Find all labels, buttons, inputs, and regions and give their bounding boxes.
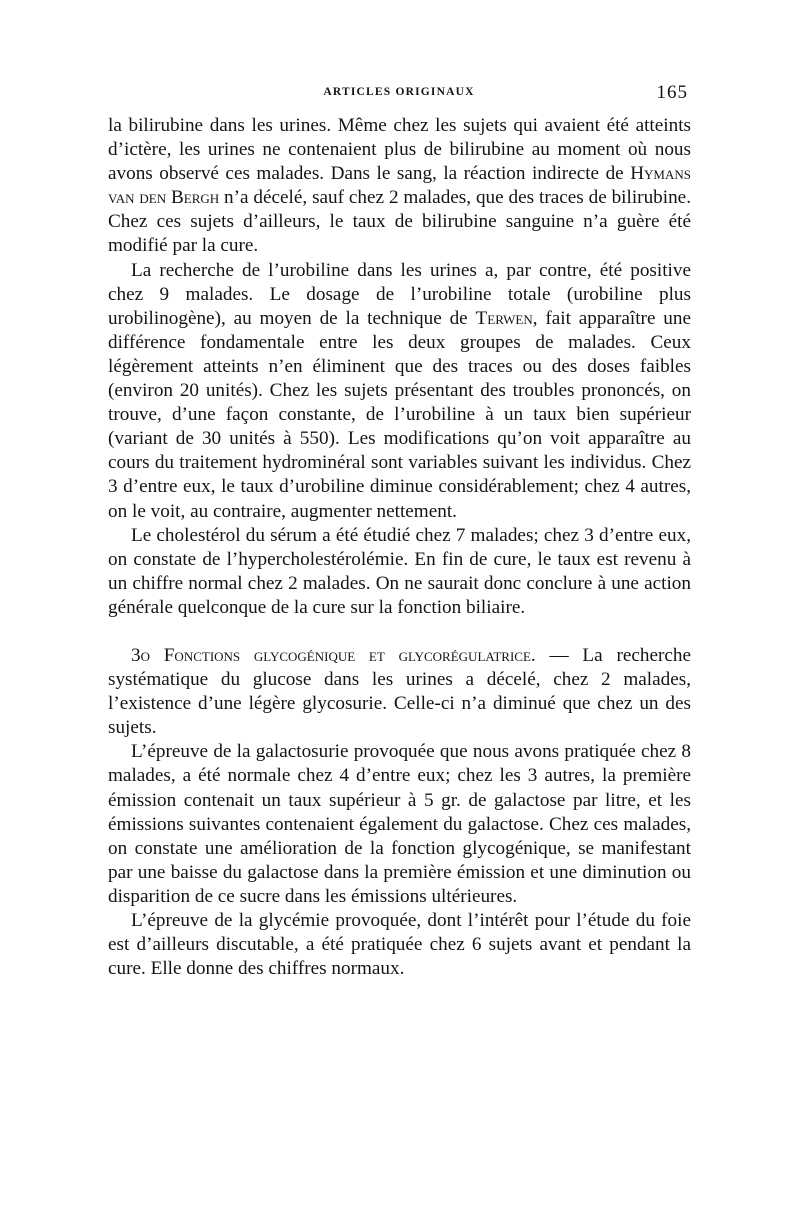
author-terwen: Terwen [475, 307, 533, 329]
author-hymans-van-den-bergh: Hymans van den Bergh [108, 163, 691, 209]
running-head [110, 82, 688, 106]
paragraph-glycemie: L’épreuve de la glycémie provoquée, dont l’intérêt pour l’étude du foie est d’ailleurs discutable, a été pratiquée chez 6 sujets avant et pendant la cure. Elle donne des chiffres normaux. [108, 910, 691, 980]
paragraph-glycogenique-text: — La recherche systématique du glucose dans les urines a décelé, chez 2 malades, l’existence d’une légère glycosurie. Celle-ci n’a diminué que chez un des sujets. [108, 644, 691, 739]
body-text [108, 114, 691, 981]
paragraph-urobiline-text-b: , fait apparaître une différence fondamentale entre les deux groupes de malades. Ceux légèrement atteints n’en éliminent que des traces ou des doses faibles (environ 20 unités). Chez les sujets présentant des troubles prononcés, on trouve, d’une façon constante, de l’urobiline à un taux bien supérieur (variant de 30 unités à 550). Les modifications qu’on voit apparaître au cours du traitement hydrominéral sont variables suivant les individus. Chez 3 d’entre eux, le taux d’urobiline diminue considérablement; chez 4 autres, on le voit, au contraire, augmenter nettement. [108, 307, 691, 522]
paragraph-bilirubine-text-a: la bilirubine dans les urines. Même chez les sujets qui avaient été atteints d’ictère, les urines ne contenaient plus de bilirubine au moment où nous avons observé ces malades. Dans le sang, la réaction indirecte de [108, 115, 691, 185]
paragraph-bilirubine-text-b: n’a décelé, sauf chez 2 malades, que des traces de bilirubine. Chez ces sujets d’ailleurs, le taux de bilirubine sanguine n’a guère été modifié par la cure. [108, 187, 691, 257]
paragraph-urobiline-text-a: La recherche de l’urobiline dans les urines a, par contre, été positive chez 9 malades. Le dosage de l’urobiline totale (urobiline plus urobilinogène), au moyen de la technique de [108, 259, 691, 329]
paragraph-urobiline [108, 259, 691, 524]
page-number: 165 [656, 82, 688, 103]
paragraph-galactosurie: L’épreuve de la galactosurie provoquée que nous avons pratiquée chez 8 malades, a été normale chez 4 d’entre eux; chez les 3 autres, la première émission contenait un taux supérieur à 5 gr. de galactose par litre, et les émissions suivantes contenaient également du galactose. Chez ces malades, on constate une amélioration de la fonction glycogénique, se manifestant par une baisse du galactose dans la première émission et une diminution ou disparition de ce sucre dans les émissions ultérieures. [108, 741, 691, 907]
section-heading: 3o Fonctions glycogénique et glycorégulatrice. [131, 644, 536, 666]
paragraph-bilirubine [108, 114, 691, 259]
running-title: ARTICLES ORIGINAUX [323, 86, 475, 98]
paragraph-fonctions-glycogenique [108, 644, 691, 740]
paragraph-cholesterol: Le cholestérol du sérum a été étudié chez 7 malades; chez 3 d’entre eux, on constate de l’hypercholestérolémie. En fin de cure, le taux est revenu à un chiffre normal chez 2 malades. On ne saurait donc conclure à une action générale quelconque de la cure sur la fonction biliaire. [108, 524, 691, 618]
